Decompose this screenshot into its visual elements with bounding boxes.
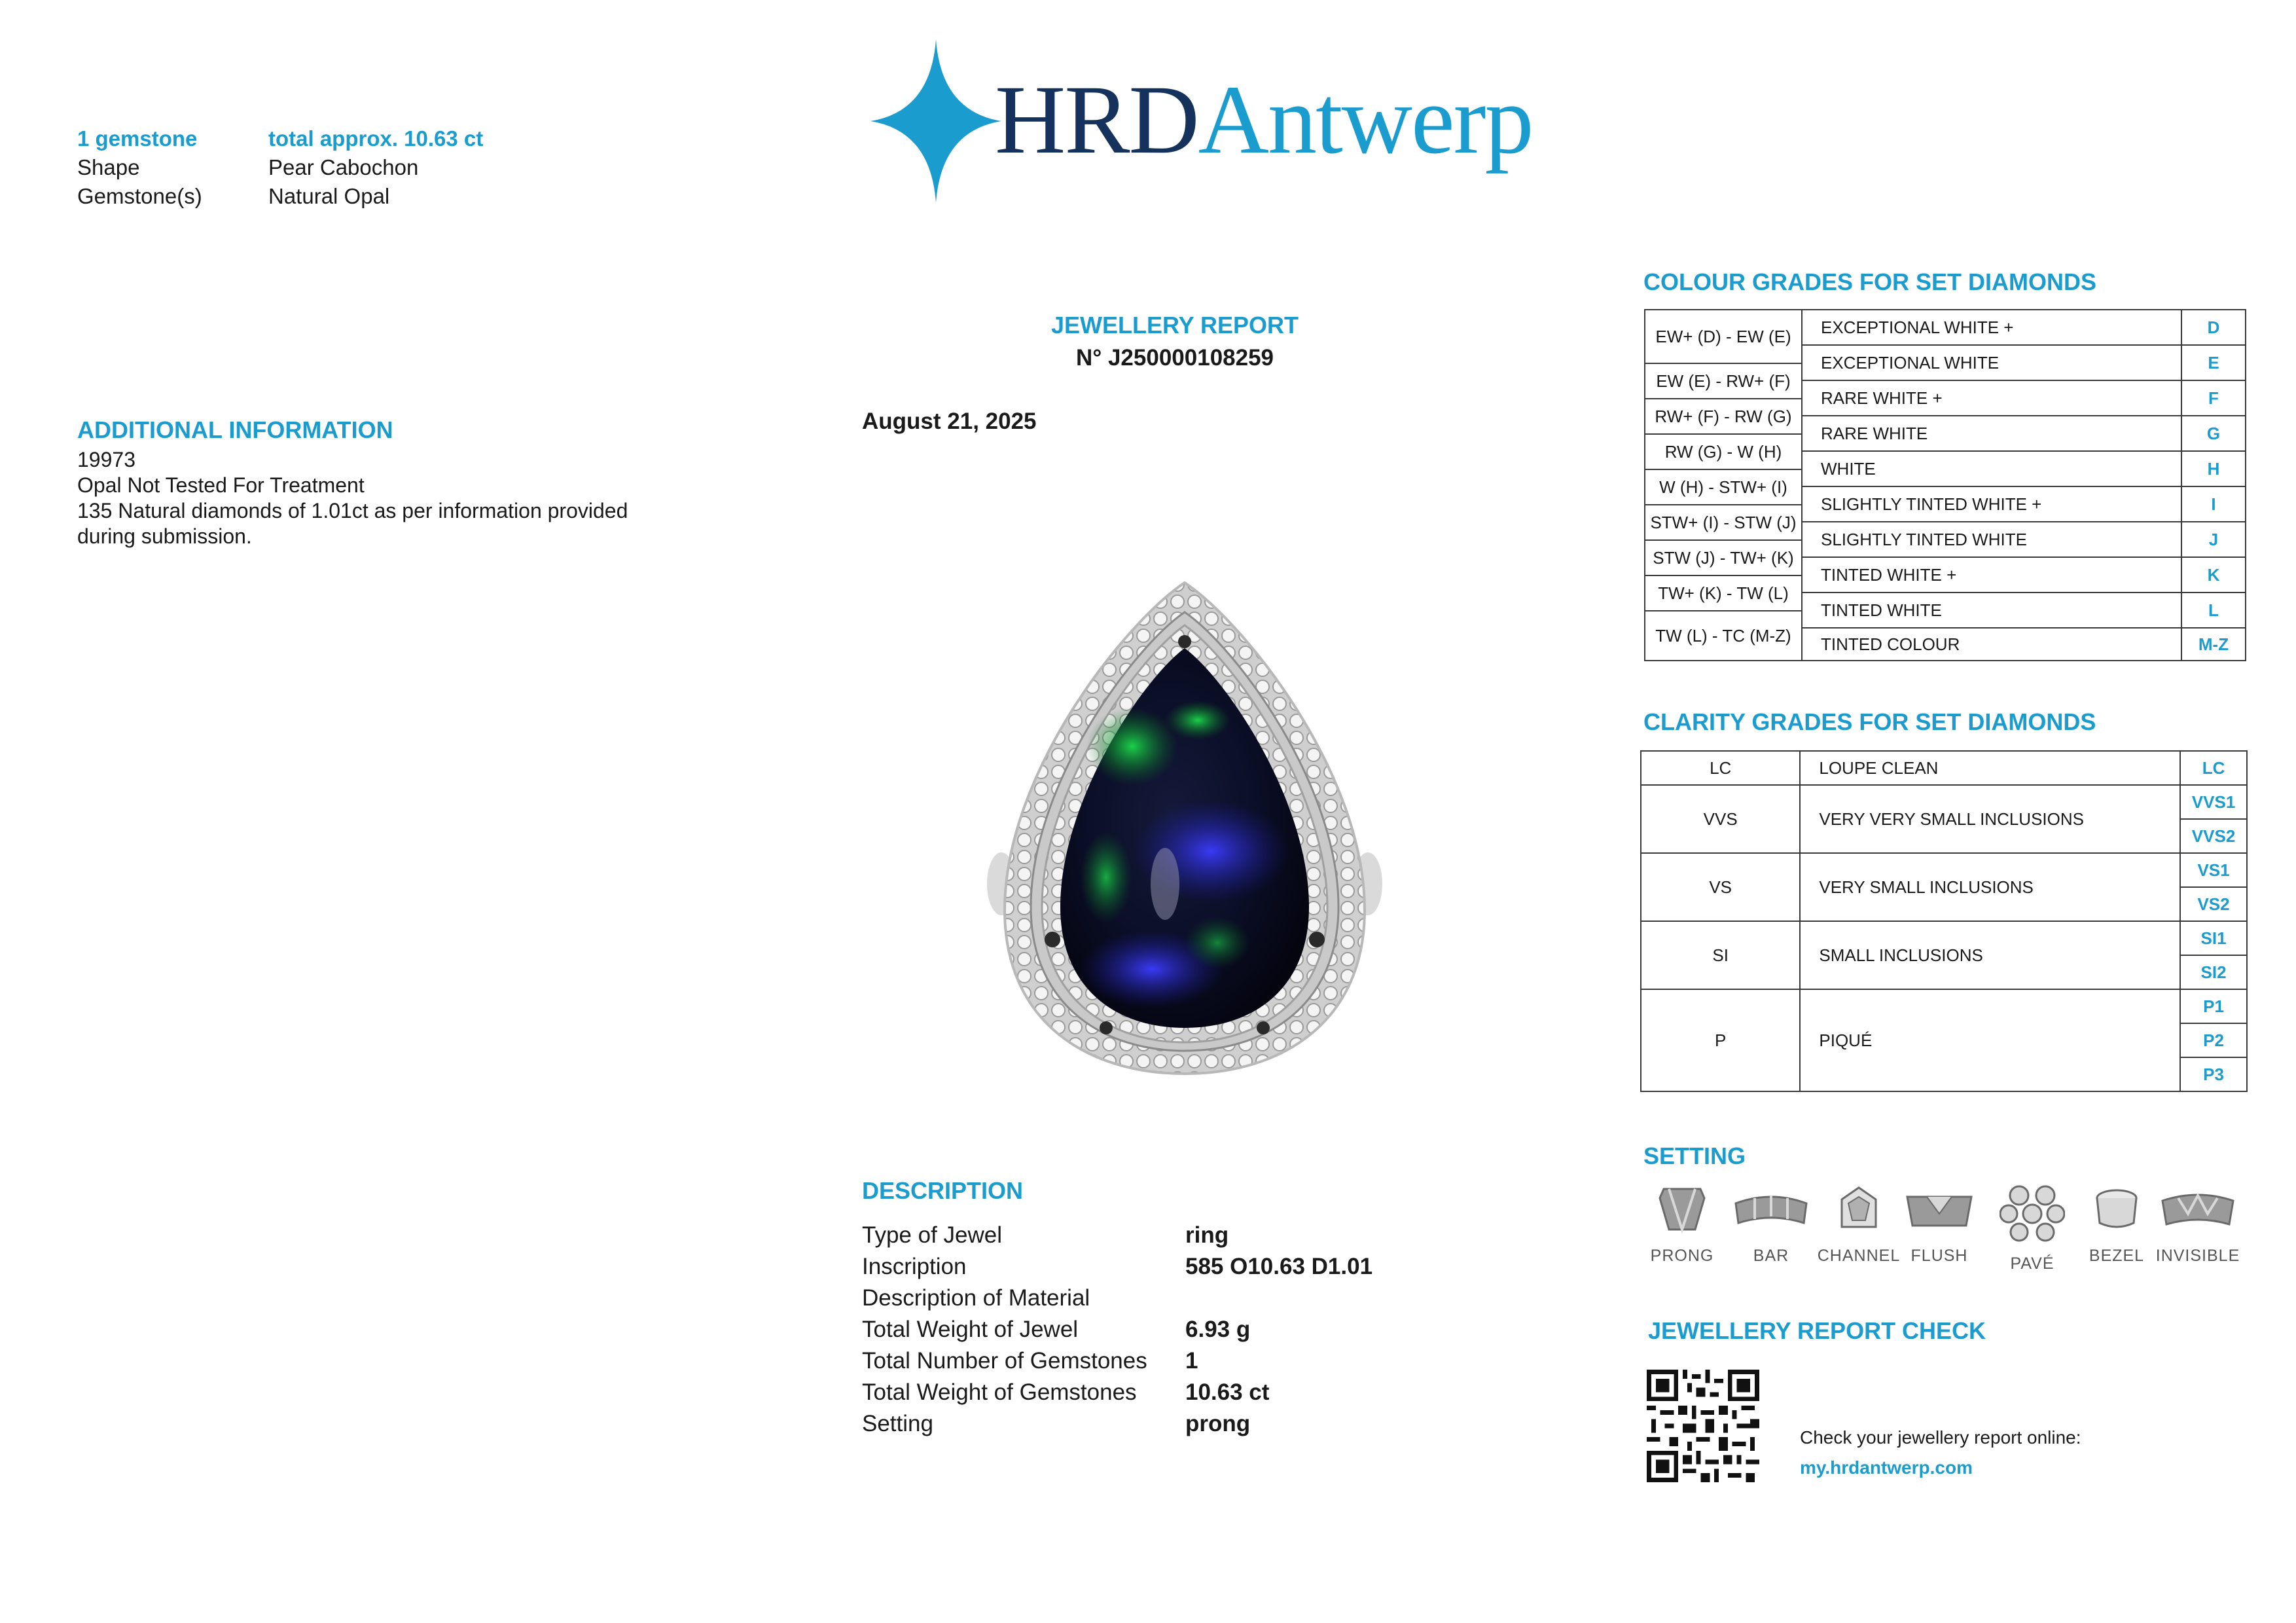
colour-code: RW+ (F) - RW (G) (1655, 406, 1792, 426)
description-key: Inscription (862, 1254, 967, 1279)
description-value: 6.93 g (1185, 1317, 1251, 1342)
clarity-row (1641, 989, 2247, 1023)
description-key: Setting (862, 1411, 933, 1436)
description-row (862, 1283, 1451, 1314)
qr-code-icon[interactable] (1647, 1370, 1759, 1482)
description-row (862, 1377, 1451, 1408)
description-key: Total Weight of Gemstones (862, 1379, 1137, 1405)
colour-grade-letter: D (2207, 317, 2220, 337)
clarity-letter: SI2 (2180, 955, 2247, 989)
clarity-letter: P3 (2180, 1057, 2247, 1091)
colour-code: TW (L) - TC (M-Z) (1655, 625, 1791, 646)
logo-hrd: HRD (995, 65, 1198, 174)
additional-info-title: ADDITIONAL INFORMATION (77, 416, 393, 443)
description-value: 1 (1185, 1348, 1198, 1374)
gemstone-header-row (77, 124, 535, 153)
description-row (862, 1220, 1451, 1251)
colour-grades-title: COLOUR GRADES FOR SET DIAMONDS (1643, 268, 2097, 295)
gemstone-row-key: Shape (77, 155, 140, 179)
bar-setting-icon (1732, 1184, 1810, 1235)
description-value: ring (1185, 1222, 1229, 1248)
setting-pave (1986, 1184, 2078, 1273)
description-row (862, 1251, 1451, 1283)
clarity-row (1641, 785, 2247, 819)
prong-setting-icon (1656, 1184, 1708, 1235)
logo-wordmark (995, 65, 1533, 174)
colour-grade-name: EXCEPTIONAL WHITE + (1821, 317, 2014, 337)
ring-photo (982, 576, 1388, 1093)
colour-grade-name: SLIGHTLY TINTED WHITE + (1821, 494, 2042, 514)
clarity-row (1641, 853, 2247, 887)
clarity-row (1641, 921, 2247, 955)
clarity-letter: SI1 (2180, 921, 2247, 955)
colour-code: STW+ (I) - STW (J) (1650, 512, 1797, 532)
colour-grade-letter: J (2208, 529, 2219, 549)
gemstone-row (77, 182, 535, 211)
clarity-letter: P1 (2180, 989, 2247, 1023)
sparkle-star-icon (870, 39, 1001, 203)
clarity-code: SI (1641, 921, 1800, 989)
setting-title: SETTING (1643, 1142, 1746, 1169)
setting-bezel (2071, 1184, 2162, 1266)
colour-grade-name: RARE WHITE + (1821, 388, 1943, 408)
colour-grade-letter: M-Z (2198, 634, 2229, 654)
additional-info-line: Opal Not Tested For Treatment (77, 473, 365, 497)
gemstone-row-value: Natural Opal (268, 184, 390, 208)
clarity-grades-table (1640, 750, 2248, 1092)
setting-invisible (2152, 1184, 2244, 1266)
clarity-letter: P2 (2180, 1023, 2247, 1057)
description-value: prong (1185, 1411, 1251, 1436)
colour-grade-letter: I (2211, 494, 2216, 514)
description-key: Total Number of Gemstones (862, 1348, 1147, 1374)
gemstone-row (77, 153, 535, 182)
colour-code: EW (E) - RW+ (F) (1656, 371, 1791, 391)
description-title: DESCRIPTION (862, 1177, 1024, 1204)
setting-label: CHANNEL (1817, 1247, 1901, 1265)
clarity-name: VERY VERY SMALL INCLUSIONS (1800, 785, 2180, 853)
colour-grade-letter: G (2206, 423, 2221, 443)
colour-code: EW+ (D) - EW (E) (1655, 326, 1791, 346)
colour-grade-name: EXCEPTIONAL WHITE (1821, 352, 2000, 373)
additional-info-line: 135 Natural diamonds of 1.01ct as per information provided (77, 499, 628, 522)
colour-grade-letter: H (2207, 458, 2220, 479)
gemstone-row-key: Gemstone(s) (77, 184, 202, 208)
flush-setting-icon (1903, 1184, 1975, 1235)
additional-info-line: 19973 (77, 448, 135, 471)
invisible-setting-icon (2159, 1184, 2237, 1235)
description-key: Type of Jewel (862, 1222, 1002, 1248)
clarity-letter: LC (2180, 751, 2247, 785)
gemstone-row-value: Pear Cabochon (268, 155, 419, 179)
clarity-name: PIQUÉ (1800, 989, 2180, 1091)
clarity-name: LOUPE CLEAN (1800, 751, 2180, 785)
colour-code: TW+ (K) - TW (L) (1658, 583, 1789, 603)
additional-info-line: during submission. (77, 524, 252, 548)
channel-setting-icon (1833, 1184, 1885, 1235)
clarity-letter: VS2 (2180, 887, 2247, 921)
report-title: JEWELLERY REPORT (1050, 312, 1299, 338)
clarity-letter: VVS1 (2180, 785, 2247, 819)
description-value: 585 O10.63 D1.01 (1185, 1254, 1373, 1279)
clarity-name: VERY SMALL INCLUSIONS (1800, 853, 2180, 921)
colour-grade-letter: L (2208, 600, 2219, 620)
clarity-code: P (1641, 989, 1800, 1091)
gemstone-count: 1 gemstone (77, 126, 198, 151)
colour-code: STW (J) - TW+ (K) (1653, 547, 1794, 568)
colour-grade-name: TINTED WHITE + (1821, 564, 1957, 585)
description-row (862, 1314, 1451, 1345)
bezel-setting-icon (2090, 1184, 2143, 1235)
setting-label: BEZEL (2089, 1247, 2145, 1265)
colour-grade-name: TINTED WHITE (1821, 600, 1942, 620)
setting-prong (1636, 1184, 1728, 1266)
description-row (862, 1408, 1451, 1440)
pave-setting-icon (2000, 1184, 2065, 1243)
clarity-code: LC (1641, 751, 1800, 785)
setting-bar (1725, 1184, 1817, 1266)
description-key: Total Weight of Jewel (862, 1317, 1079, 1342)
report-check-title: JEWELLERY REPORT CHECK (1648, 1317, 1986, 1344)
setting-label: INVISIBLE (2155, 1247, 2240, 1265)
clarity-code: VS (1641, 853, 1800, 921)
logo-antwerp: Antwerp (1198, 65, 1533, 174)
gemstone-summary (77, 124, 535, 216)
colour-grade-name: WHITE (1821, 458, 1876, 479)
description-row (862, 1345, 1451, 1377)
colour-grade-letter: K (2207, 564, 2220, 585)
colour-grade-letter: E (2208, 352, 2219, 373)
description-value: 10.63 ct (1185, 1379, 1270, 1405)
clarity-code: VVS (1641, 785, 1800, 853)
setting-label: PAVÉ (2010, 1254, 2054, 1273)
gemstone-total-weight: total approx. 10.63 ct (268, 126, 484, 151)
report-date: August 21, 2025 (862, 409, 1037, 434)
setting-label: FLUSH (1910, 1247, 1968, 1265)
colour-code: W (H) - STW+ (I) (1659, 477, 1787, 497)
colour-grades-table (1644, 309, 2246, 661)
colour-grade-name: SLIGHTLY TINTED WHITE (1821, 529, 2027, 549)
report-check-text: Check your jewellery report online: (1800, 1427, 2081, 1448)
description-key: Description of Material (862, 1285, 1090, 1311)
colour-grade-name: TINTED COLOUR (1821, 634, 1960, 654)
clarity-row (1641, 751, 2247, 785)
setting-label: BAR (1753, 1247, 1789, 1265)
setting-label: PRONG (1650, 1247, 1714, 1265)
report-number: N° J250000108259 (1075, 345, 1274, 371)
clarity-name: SMALL INCLUSIONS (1800, 921, 2180, 989)
clarity-letter: VS1 (2180, 853, 2247, 887)
report-check-link[interactable]: my.hrdantwerp.com (1800, 1457, 1973, 1478)
colour-code: RW (G) - W (H) (1664, 441, 1782, 462)
setting-channel (1813, 1184, 1905, 1266)
clarity-letter: VVS2 (2180, 819, 2247, 853)
setting-flush (1893, 1184, 1985, 1266)
colour-grade-letter: F (2208, 388, 2219, 408)
clarity-grades-title: CLARITY GRADES FOR SET DIAMONDS (1643, 708, 2096, 735)
colour-grade-name: RARE WHITE (1821, 423, 1928, 443)
